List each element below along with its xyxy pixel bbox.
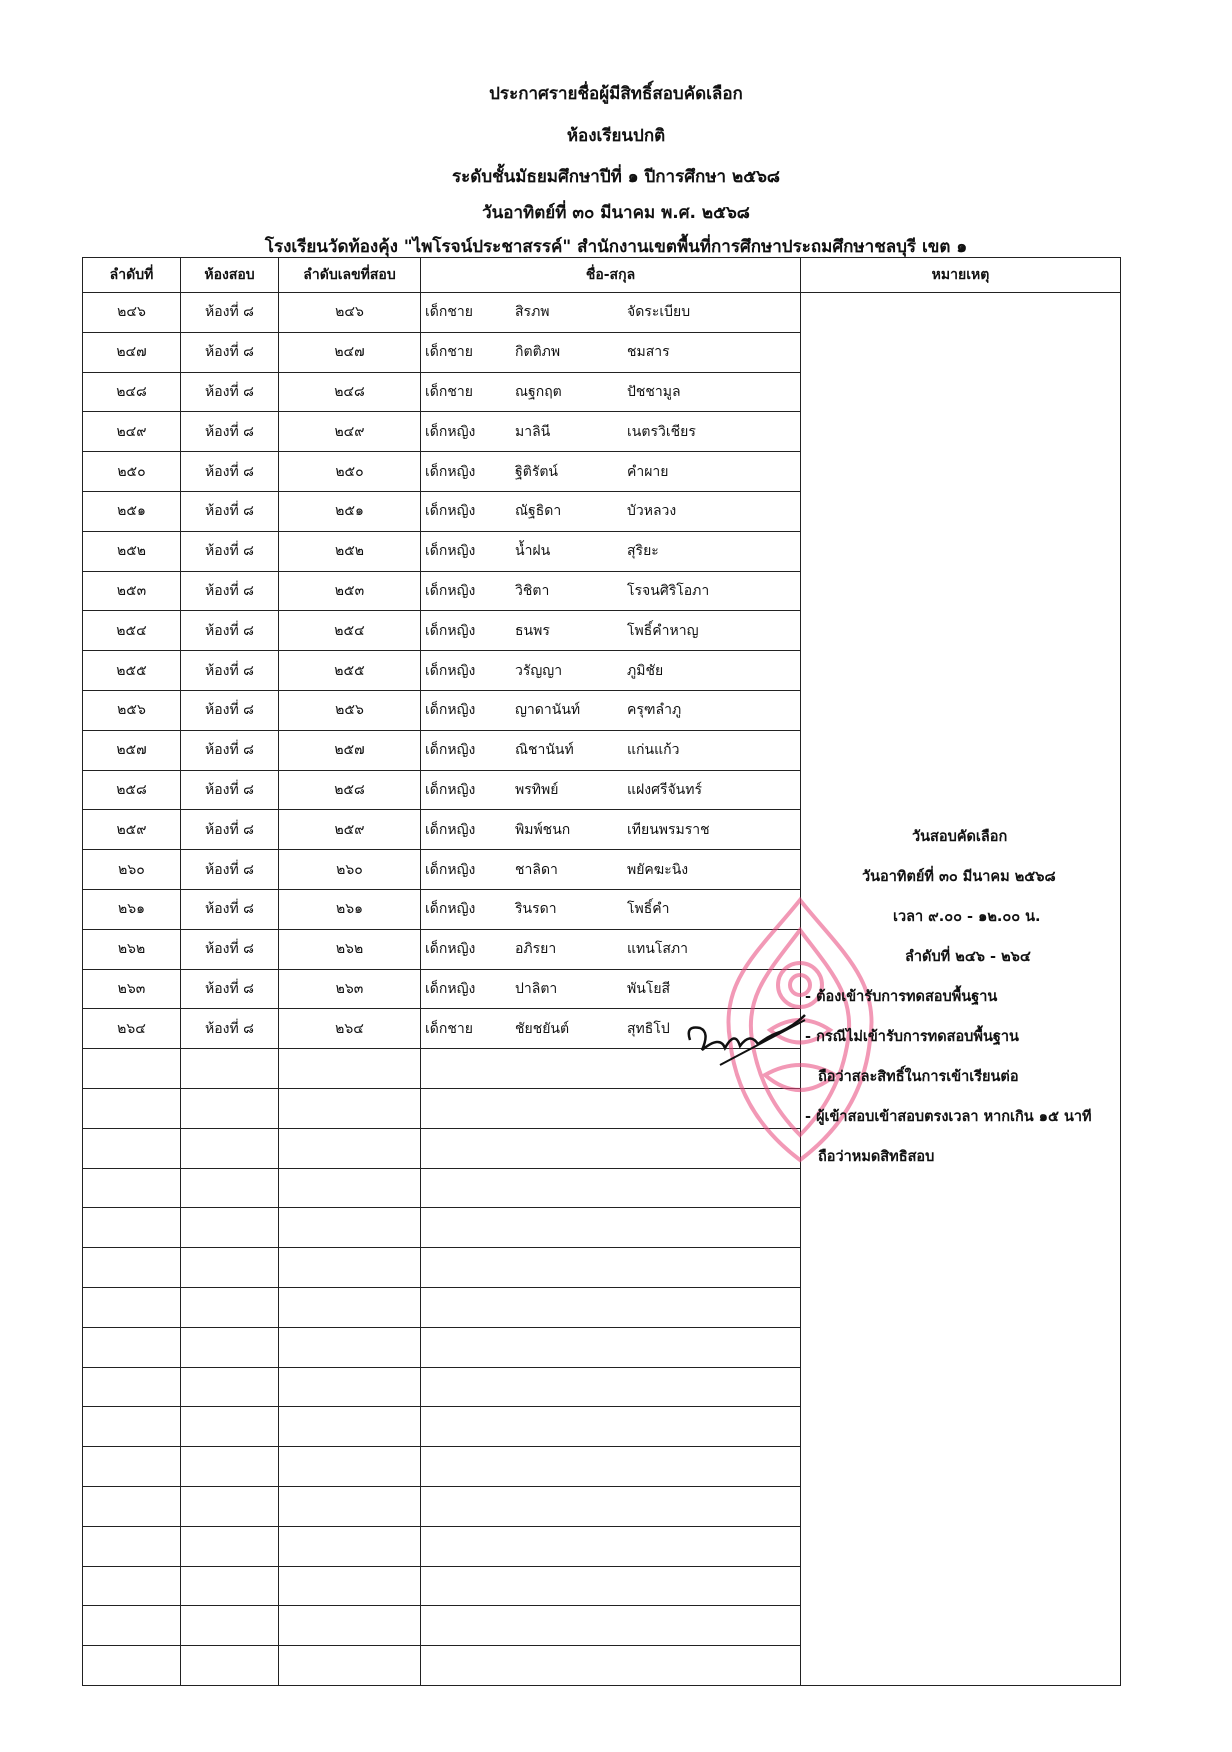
cell-name (421, 1287, 801, 1327)
cell-seat (279, 1447, 421, 1487)
cell-seat: ๒๕๙ (279, 810, 421, 850)
cell-no: ๒๖๐ (83, 850, 181, 890)
first-name: ณิชานันท์ (515, 742, 574, 759)
cell-name (421, 1367, 801, 1407)
cell-room (181, 1248, 279, 1288)
cell-room: ห้องที่ ๘ (181, 770, 279, 810)
cell-room (181, 1486, 279, 1526)
cell-name (421, 531, 801, 571)
last-name: เนตรวิเชียร (627, 423, 696, 440)
last-name: แทนโสภา (627, 941, 688, 958)
table-body (83, 293, 1121, 1686)
cell-room: ห้องที่ ๘ (181, 452, 279, 492)
cell-seat (279, 1606, 421, 1646)
cell-seat: ๒๕๗ (279, 730, 421, 770)
last-name: โพธิ์คำหาญ (627, 622, 699, 639)
cell-room: ห้องที่ ๘ (181, 332, 279, 372)
first-name: อภิรยา (515, 941, 557, 958)
cell-seat: ๒๖๐ (279, 850, 421, 890)
cell-no: ๒๔๖ (83, 293, 181, 333)
cell-name (421, 1526, 801, 1566)
name-title: เด็กชาย (425, 304, 473, 321)
col-header-name: ชื่อ-สกุล (421, 258, 801, 293)
cell-name (421, 730, 801, 770)
cell-no: ๒๖๔ (83, 1009, 181, 1049)
cell-no (83, 1646, 181, 1686)
last-name: จัดระเบียบ (627, 304, 691, 321)
last-name: บัวหลวง (627, 503, 677, 520)
first-name: ธนพร (515, 622, 550, 639)
remark-exam-day: วันสอบคัดเลือก (912, 829, 1008, 845)
cell-name (421, 293, 801, 333)
cell-room (181, 1526, 279, 1566)
cell-room: ห้องที่ ๘ (181, 412, 279, 452)
first-name: วรัญญา (515, 662, 563, 679)
cell-room: ห้องที่ ๘ (181, 929, 279, 969)
cell-seat: ๒๖๑ (279, 889, 421, 929)
cell-seat: ๒๕๐ (279, 452, 421, 492)
first-name: พิมพ์ชนก (515, 821, 571, 838)
cell-no (83, 1486, 181, 1526)
first-name: มาลินี (515, 423, 551, 440)
cell-no (83, 1128, 181, 1168)
cell-name (421, 491, 801, 531)
candidate-table (82, 257, 1121, 1686)
last-name: ปัชชามูล (627, 383, 681, 400)
name-title: เด็กหญิง (425, 742, 476, 759)
cell-seat: ๒๕๖ (279, 690, 421, 730)
cell-seat (279, 1327, 421, 1367)
table-row (83, 293, 1121, 333)
cell-room (181, 1566, 279, 1606)
cell-seat (279, 1526, 421, 1566)
remark-forfeit: ถือว่าสละสิทธิ์ในการเข้าเรียนต่อ (818, 1069, 1019, 1085)
cell-seat: ๒๕๕ (279, 651, 421, 691)
name-title: เด็กหญิง (425, 543, 476, 560)
cell-name (421, 1168, 801, 1208)
cell-name (421, 1646, 801, 1686)
last-name: พยัคฆะนิง (627, 861, 689, 878)
last-name: สุทธิโป (627, 1020, 670, 1037)
cell-seat: ๒๖๒ (279, 929, 421, 969)
first-name: ปาลิตา (515, 980, 558, 997)
cell-no (83, 1407, 181, 1447)
cell-no (83, 1168, 181, 1208)
col-header-room: ห้องสอบ (181, 258, 279, 293)
cell-no: ๒๕๖ (83, 690, 181, 730)
cell-no: ๒๕๑ (83, 491, 181, 531)
cell-room (181, 1407, 279, 1447)
last-name: โพธิ์คำ (627, 901, 670, 918)
first-name: สิรภพ (515, 304, 550, 321)
name-title: เด็กหญิง (425, 861, 476, 878)
cell-room: ห้องที่ ๘ (181, 889, 279, 929)
cell-no (83, 1606, 181, 1646)
cell-seat: ๒๔๖ (279, 293, 421, 333)
cell-room (181, 1367, 279, 1407)
remark-exam-time: เวลา ๙.๐๐ - ๑๒.๐๐ น. (893, 909, 1041, 925)
cell-no: ๒๕๒ (83, 531, 181, 571)
last-name: พันโยสี (627, 980, 671, 997)
cell-no: ๒๔๘ (83, 372, 181, 412)
remark-no-test: - กรณีไม่เข้ารับการทดสอบพื้นฐาน (805, 1029, 1019, 1045)
col-header-remark: หมายเหตุ (801, 258, 1121, 293)
cell-seat: ๒๖๓ (279, 969, 421, 1009)
cell-room: ห้องที่ ๘ (181, 969, 279, 1009)
first-name: น้ำฝน (515, 543, 551, 560)
cell-room: ห้องที่ ๘ (181, 810, 279, 850)
cell-room: ห้องที่ ๘ (181, 531, 279, 571)
last-name: ภูมิชัย (627, 662, 664, 679)
cell-name (421, 571, 801, 611)
cell-name (421, 1447, 801, 1487)
cell-room: ห้องที่ ๘ (181, 571, 279, 611)
cell-seat: ๒๔๘ (279, 372, 421, 412)
cell-no (83, 1367, 181, 1407)
last-name: เทียนพรมราช (627, 821, 710, 838)
cell-no: ๒๕๔ (83, 611, 181, 651)
cell-seat: ๒๖๔ (279, 1009, 421, 1049)
signature (680, 1010, 810, 1070)
first-name: ฐิติรัตน์ (515, 463, 558, 480)
cell-room: ห้องที่ ๘ (181, 651, 279, 691)
first-name: วิชิตา (515, 582, 550, 599)
cell-room: ห้องที่ ๘ (181, 690, 279, 730)
cell-no: ๒๕๗ (83, 730, 181, 770)
name-title: เด็กหญิง (425, 662, 476, 679)
cell-seat (279, 1367, 421, 1407)
exam-date: วันอาทิตย์ที่ ๓๐ มีนาคม พ.ศ. ๒๕๖๘ (482, 203, 750, 223)
school-name: โรงเรียนวัดท้องคุ้ง "ไพโรจน์ประชาสรรค์" สำนักงานเขตพื้นที่การศึกษาประถมศึกษาชลบุรี เขต ๑ (264, 237, 968, 257)
cell-seat (279, 1646, 421, 1686)
cell-room (181, 1327, 279, 1367)
cell-room (181, 1208, 279, 1248)
cell-seat (279, 1049, 421, 1089)
remark-seat-range: ลำดับที่ ๒๔๖ - ๒๖๔ (905, 949, 1031, 965)
cell-no (83, 1526, 181, 1566)
cell-no: ๒๔๙ (83, 412, 181, 452)
remark-disqualified: ถือว่าหมดสิทธิสอบ (818, 1149, 935, 1165)
cell-name (421, 770, 801, 810)
cell-room (181, 1646, 279, 1686)
cell-no (83, 1049, 181, 1089)
cell-seat (279, 1287, 421, 1327)
cell-seat: ๒๕๑ (279, 491, 421, 531)
cell-seat (279, 1208, 421, 1248)
cell-seat (279, 1168, 421, 1208)
grade-level: ระดับชั้นมัธยมศึกษาปีที่ ๑ ปีการศึกษา ๒๕๖๘ (452, 167, 780, 187)
cell-room (181, 1287, 279, 1327)
last-name: แฝงศรีจันทร์ (627, 781, 702, 798)
cell-room (181, 1606, 279, 1646)
first-name: ณัฐธิดา (515, 503, 562, 520)
cell-name (421, 1327, 801, 1367)
cell-no: ๒๕๘ (83, 770, 181, 810)
cell-name (421, 611, 801, 651)
name-title: เด็กชาย (425, 383, 473, 400)
cell-seat: ๒๕๘ (279, 770, 421, 810)
cell-room (181, 1128, 279, 1168)
first-name: กิตติภพ (515, 344, 561, 361)
remark-basic-test: - ต้องเข้ารับการทดสอบพื้นฐาน (805, 989, 998, 1005)
last-name: สุริยะ (627, 543, 659, 560)
name-title: เด็กชาย (425, 1020, 473, 1037)
cell-name (421, 1606, 801, 1646)
cell-seat: ๒๕๔ (279, 611, 421, 651)
cell-seat (279, 1407, 421, 1447)
name-title: เด็กหญิง (425, 702, 476, 719)
cell-name (421, 1248, 801, 1288)
name-title: เด็กหญิง (425, 901, 476, 918)
cell-room (181, 1168, 279, 1208)
last-name: โรจนศิริโอภา (627, 582, 710, 599)
name-title: เด็กหญิง (425, 503, 476, 520)
cell-no (83, 1447, 181, 1487)
cell-room: ห้องที่ ๘ (181, 293, 279, 333)
cell-no: ๒๕๕ (83, 651, 181, 691)
name-title: เด็กหญิง (425, 423, 476, 440)
cell-name (421, 651, 801, 691)
remark-punctuality: - ผู้เข้าสอบเข้าสอบตรงเวลา หากเกิน ๑๕ นาที (805, 1109, 1092, 1125)
col-header-no: ลำดับที่ (83, 258, 181, 293)
cell-name (421, 412, 801, 452)
cell-seat: ๒๔๙ (279, 412, 421, 452)
cell-no (83, 1248, 181, 1288)
cell-room (181, 1088, 279, 1128)
cell-seat (279, 1088, 421, 1128)
cell-seat: ๒๔๗ (279, 332, 421, 372)
cell-room: ห้องที่ ๘ (181, 730, 279, 770)
cell-seat: ๒๕๒ (279, 531, 421, 571)
classroom-type: ห้องเรียนปกติ (566, 126, 666, 146)
cell-no: ๒๖๒ (83, 929, 181, 969)
last-name: ชมสาร (627, 344, 670, 361)
cell-no (83, 1208, 181, 1248)
cell-seat: ๒๕๓ (279, 571, 421, 611)
first-name: พรทิพย์ (515, 781, 559, 798)
name-title: เด็กหญิง (425, 980, 476, 997)
cell-room: ห้องที่ ๘ (181, 850, 279, 890)
cell-no: ๒๔๗ (83, 332, 181, 372)
cell-name (421, 452, 801, 492)
first-name: ชัยชยันต์ (515, 1020, 570, 1037)
cell-no: ๒๕๓ (83, 571, 181, 611)
name-title: เด็กหญิง (425, 463, 476, 480)
cell-no (83, 1566, 181, 1606)
cell-room: ห้องที่ ๘ (181, 1009, 279, 1049)
cell-room (181, 1447, 279, 1487)
first-name: ญาดานันท์ (515, 702, 581, 719)
cell-name (421, 1407, 801, 1447)
cell-room: ห้องที่ ๘ (181, 372, 279, 412)
last-name: แก่นแก้ว (627, 742, 680, 759)
cell-no (83, 1088, 181, 1128)
cell-name (421, 1208, 801, 1248)
remark-exam-date: วันอาทิตย์ที่ ๓๐ มีนาคม ๒๕๖๘ (862, 869, 1056, 885)
name-title: เด็กหญิง (425, 781, 476, 798)
col-header-seat: ลำดับเลขที่สอบ (279, 258, 421, 293)
first-name: ณฐกฤต (515, 383, 562, 400)
announcement-title: ประกาศรายชื่อผู้มีสิทธิ์สอบคัดเลือก (489, 84, 743, 104)
cell-name (421, 332, 801, 372)
cell-name (421, 1486, 801, 1526)
last-name: คำผาย (627, 463, 669, 480)
cell-no (83, 1287, 181, 1327)
table-header-row (83, 258, 1121, 293)
cell-seat (279, 1248, 421, 1288)
name-title: เด็กหญิง (425, 622, 476, 639)
cell-room (181, 1049, 279, 1089)
cell-name (421, 1566, 801, 1606)
cell-name (421, 850, 801, 890)
cell-room: ห้องที่ ๘ (181, 491, 279, 531)
cell-seat (279, 1128, 421, 1168)
last-name: ครุฑลำภู (627, 702, 682, 719)
cell-name (421, 690, 801, 730)
cell-no: ๒๖๓ (83, 969, 181, 1009)
name-title: เด็กหญิง (425, 821, 476, 838)
cell-name (421, 810, 801, 850)
cell-seat (279, 1486, 421, 1526)
first-name: ชาลิดา (515, 861, 558, 878)
name-title: เด็กหญิง (425, 582, 476, 599)
name-title: เด็กหญิง (425, 941, 476, 958)
name-title: เด็กชาย (425, 344, 473, 361)
cell-room: ห้องที่ ๘ (181, 611, 279, 651)
cell-name (421, 372, 801, 412)
cell-no: ๒๕๐ (83, 452, 181, 492)
cell-no: ๒๕๙ (83, 810, 181, 850)
cell-no (83, 1327, 181, 1367)
cell-seat (279, 1566, 421, 1606)
first-name: รินรดา (515, 901, 557, 918)
cell-no: ๒๖๑ (83, 889, 181, 929)
